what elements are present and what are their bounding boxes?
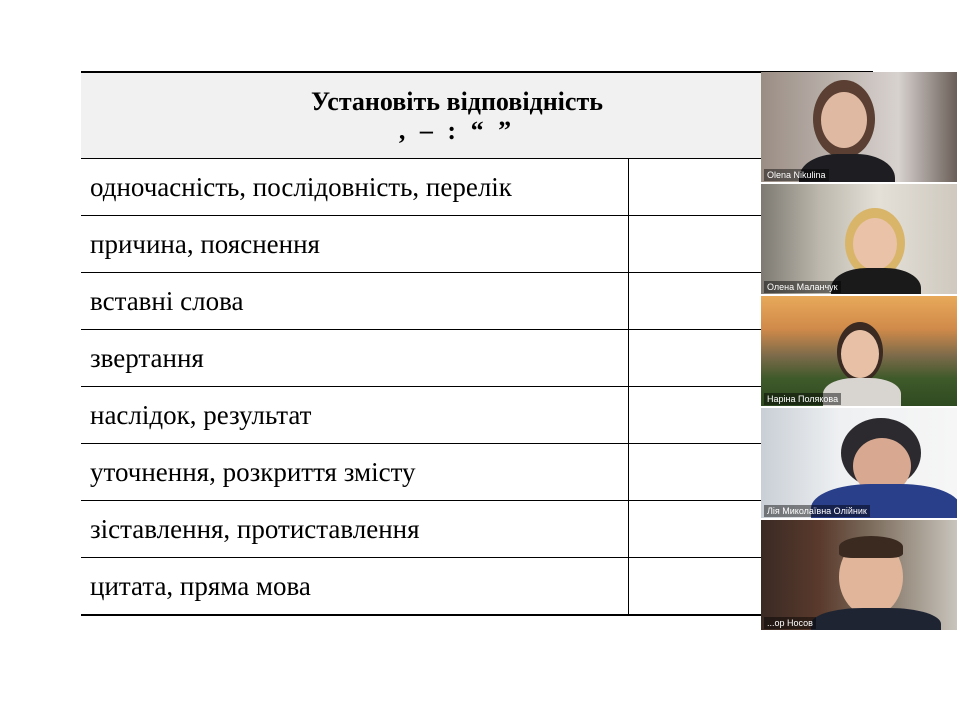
row-label: зіставлення, протиставлення [81,501,629,558]
participant-video-tile[interactable] [761,520,957,630]
table-row [81,330,873,387]
participant-video-tile[interactable] [761,184,957,294]
punctuation-marks: , – : “ ” [398,115,516,145]
table-row [81,216,873,273]
row-label: вставні слова [81,273,629,330]
participant-video-strip [761,72,960,634]
table-row [81,558,873,616]
table-header-cell [81,72,873,159]
participant-name: Олена Маланчук [764,281,841,293]
table-row [81,159,873,216]
slide-title: Установіть відповідність [311,86,603,116]
row-label: звертання [81,330,629,387]
participant-name: ...ор Носов [764,617,816,629]
table-header-row [81,72,873,159]
participant-name: Лія Миколаївна Олійник [764,505,870,517]
table-row [81,387,873,444]
participant-video-tile[interactable] [761,296,957,406]
participant-name: Olena Nikulina [764,169,829,181]
table-row [81,501,873,558]
row-label: цитата, пряма мова [81,558,629,616]
row-label: одночасність, послідовність, перелік [81,159,629,216]
participant-video-tile[interactable] [761,72,957,182]
row-label: наслідок, результат [81,387,629,444]
matching-table [81,71,873,616]
row-label: причина, пояснення [81,216,629,273]
participant-name: Наріна Полякова [764,393,841,405]
table-row [81,273,873,330]
row-label: уточнення, розкриття змісту [81,444,629,501]
table-row [81,444,873,501]
participant-video-tile[interactable] [761,408,957,518]
